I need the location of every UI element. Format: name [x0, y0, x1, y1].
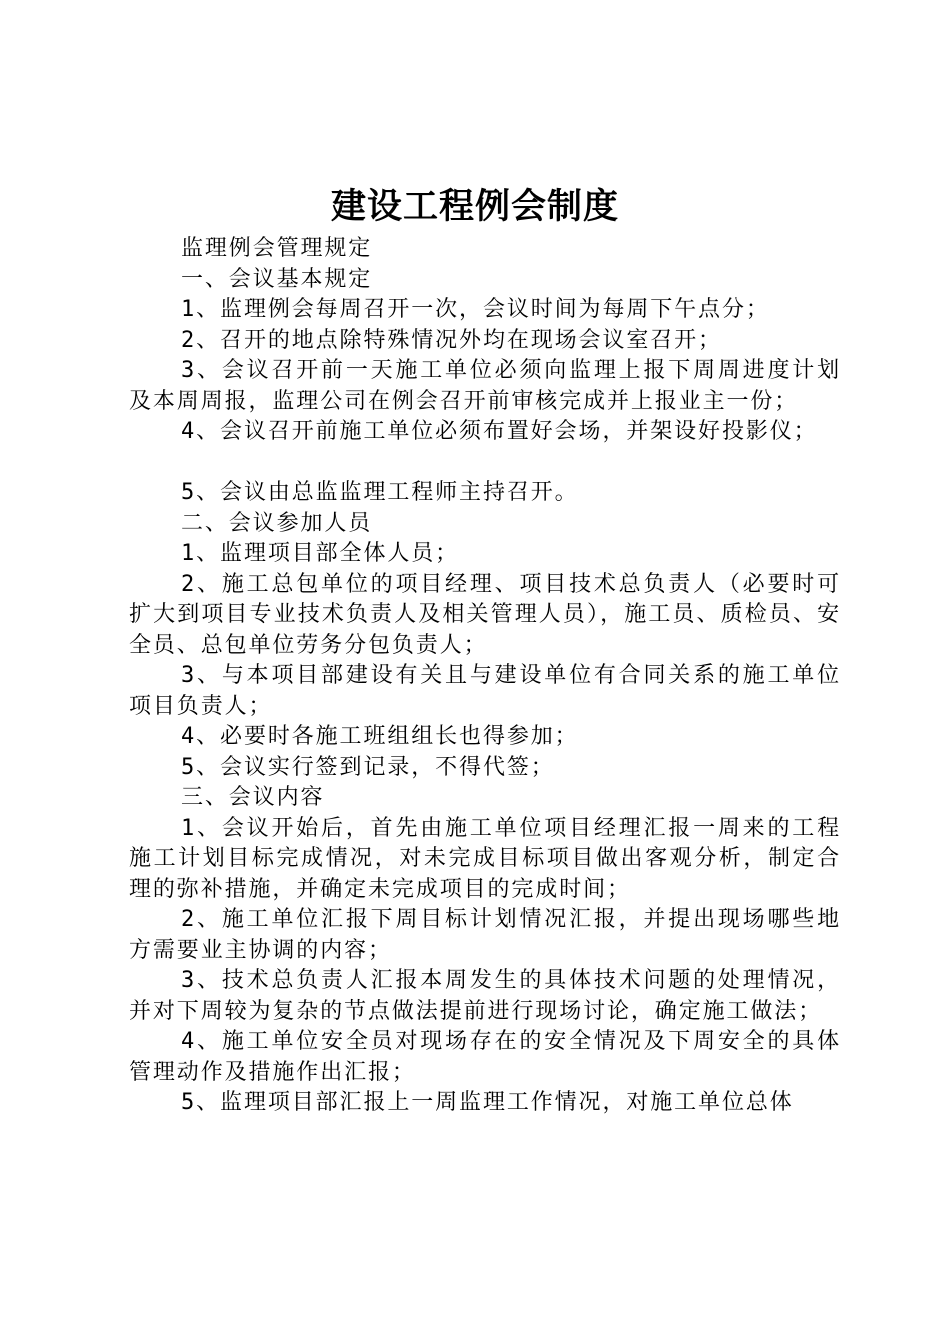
section-heading-3: 三、会议内容	[181, 785, 325, 810]
paragraph: 2、施工总包单位的项目经理、项目技术总负责人（必要时可扩大到项目专业技术负责人及相关管理人员），施工员、质检员、安全员、总包单位劳务分包负责人；	[129, 571, 841, 658]
paragraph: 3、与本项目部建设有关且与建设单位有合同关系的施工单位项目负责人；	[129, 663, 841, 719]
document-body	[129, 234, 841, 1119]
section-heading-1: 一、会议基本规定	[181, 266, 373, 292]
paragraph: 4、必要时各施工班组组长也得参加；	[181, 724, 579, 749]
paragraph: 5、会议实行签到记录，不得代签；	[181, 754, 555, 780]
paragraph: 5、监理项目部汇报上一周监理工作情况，对施工单位总体	[181, 1090, 794, 1115]
section-heading-2: 二、会议参加人员	[181, 510, 373, 536]
paragraph: 3、会议召开前一天施工单位必须向监理上报下周周进度计划及本周周报，监理公司在例会召开前审核完成并上报业主一份；	[129, 358, 841, 414]
paragraph: 4、施工单位安全员对现场存在的安全情况及下周安全的具体管理动作及措施作出汇报；	[129, 1029, 841, 1085]
section-heading-main: 监理例会管理规定	[181, 236, 373, 261]
paragraph: 1、监理项目部全体人员；	[181, 541, 460, 566]
paragraph: 2、施工单位汇报下周目标计划情况汇报，并提出现场哪些地方需要业主协调的内容；	[129, 907, 841, 963]
paragraph: 3、技术总负责人汇报本周发生的具体技术问题的处理情况，并对下周较为复杂的节点做法提前进行现场讨论，确定施工做法；	[129, 968, 841, 1024]
paragraph: 4、会议召开前施工单位必须布置好会场，并架设好投影仪；	[181, 419, 818, 444]
paragraph: 1、监理例会每周召开一次，会议时间为每周下午点分；	[181, 297, 770, 322]
document-title: 建设工程例会制度	[330, 186, 619, 227]
paragraph: 5、会议由总监监理工程师主持召开。	[181, 480, 579, 505]
paragraph: 1、会议开始后，首先由施工单位项目经理汇报一周来的工程施工计划目标完成情况，对未完成目标项目做出客观分析，制定合理的弥补措施，并确定未完成项目的完成时间；	[129, 815, 841, 902]
paragraph: 2、召开的地点除特殊情况外均在现场会议室召开；	[181, 327, 722, 353]
